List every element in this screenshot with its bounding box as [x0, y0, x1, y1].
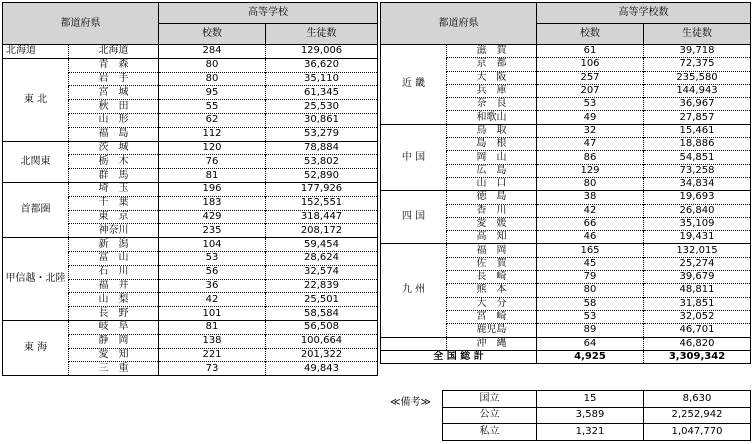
prefecture-name: 青 森 [69, 58, 159, 72]
school-count: 207 [537, 84, 644, 97]
student-count: 54,851 [644, 151, 751, 164]
total-schools: 4,925 [537, 350, 644, 363]
prefecture-name: 福 島 [69, 127, 159, 141]
prefecture-name: 島 根 [447, 138, 537, 151]
student-count: 30,861 [266, 113, 378, 127]
table-row [381, 337, 751, 350]
prefecture-name: 大 阪 [447, 71, 537, 84]
school-count: 129 [537, 164, 644, 177]
student-count: 152,551 [266, 196, 378, 210]
prefecture-name: 徳 島 [447, 191, 537, 204]
school-count: 61 [537, 45, 644, 58]
student-count: 100,664 [266, 334, 378, 348]
school-count: 80 [159, 58, 266, 72]
prefecture-name: 長 崎 [447, 271, 537, 284]
school-count: 429 [159, 210, 266, 224]
student-count: 48,811 [644, 284, 751, 297]
prefecture-name: 群 馬 [69, 169, 159, 183]
prefecture-name: 千 葉 [69, 196, 159, 210]
prefecture-name: 香 川 [447, 204, 537, 217]
school-count: 120 [159, 141, 266, 155]
prefecture-name: 高 知 [447, 231, 537, 244]
prefecture-name: 大 分 [447, 297, 537, 310]
student-count: 31,851 [644, 297, 751, 310]
school-count: 76 [159, 155, 266, 169]
student-count: 52,890 [266, 169, 378, 183]
region-cell: 北関東 [3, 141, 69, 182]
student-count: 235,580 [644, 71, 751, 84]
student-count: 201,322 [266, 348, 378, 362]
table-row [3, 141, 378, 155]
student-count: 27,857 [644, 111, 751, 124]
student-count: 72,375 [644, 58, 751, 71]
total-students: 3,309,342 [644, 350, 751, 363]
school-count: 38 [537, 191, 644, 204]
prefecture-name: 東 京 [69, 210, 159, 224]
table-row [381, 244, 751, 257]
school-count: 42 [159, 293, 266, 307]
school-count: 79 [537, 271, 644, 284]
school-count: 53 [159, 251, 266, 265]
student-count: 15,461 [644, 124, 751, 137]
student-count: 49,843 [266, 362, 378, 376]
school-count: 89 [537, 324, 644, 337]
prefecture-name: 山 口 [447, 177, 537, 190]
region-cell: 甲信越・北陸 [3, 238, 69, 321]
school-type: 国立 [443, 391, 537, 408]
school-count: 46 [537, 231, 644, 244]
student-count: 208,172 [266, 224, 378, 238]
prefecture-name: 愛 知 [69, 348, 159, 362]
remarks-row [443, 407, 751, 424]
school-count: 15 [537, 391, 644, 408]
remarks-label: ≪備考≫ [390, 397, 431, 408]
student-count: 19,693 [644, 191, 751, 204]
prefecture-name: 岩 手 [69, 72, 159, 86]
school-count: 64 [537, 337, 644, 350]
school-count: 81 [159, 320, 266, 334]
student-count: 35,110 [266, 72, 378, 86]
school-count: 183 [159, 196, 266, 210]
header-students: 生徒数 [644, 24, 751, 45]
prefecture-name: 茨 城 [69, 141, 159, 155]
prefecture-name: 神奈川 [69, 224, 159, 238]
school-count: 56 [159, 265, 266, 279]
student-count: 39,718 [644, 45, 751, 58]
prefecture-name: 栃 木 [69, 155, 159, 169]
prefecture-name: 滋 賀 [447, 45, 537, 58]
header-prefecture: 都道府県 [3, 3, 159, 45]
student-count: 73,258 [644, 164, 751, 177]
region-cell: 東 北 [3, 58, 69, 141]
student-count: 32,052 [644, 310, 751, 323]
school-count: 80 [159, 72, 266, 86]
prefecture-name: 宮 城 [69, 86, 159, 100]
student-count: 25,501 [266, 293, 378, 307]
student-count: 46,820 [644, 337, 751, 350]
student-count: 144,943 [644, 84, 751, 97]
school-type: 公立 [443, 407, 537, 424]
header-high-school-count: 高等学校数 [537, 3, 751, 24]
school-count: 53 [537, 310, 644, 323]
student-count: 61,345 [266, 86, 378, 100]
school-count: 1,321 [537, 424, 644, 441]
header-prefecture: 都道府県 [381, 3, 537, 45]
student-count: 36,620 [266, 58, 378, 72]
school-count: 73 [159, 362, 266, 376]
student-count: 129,006 [266, 45, 378, 59]
school-count: 196 [159, 182, 266, 196]
school-count: 32 [537, 124, 644, 137]
prefecture-name: 佐 賀 [447, 257, 537, 270]
student-count: 8,630 [644, 391, 751, 408]
total-label: 全 国 総 計 [381, 350, 537, 363]
remarks-table [442, 390, 751, 441]
school-count: 80 [537, 284, 644, 297]
student-count: 318,447 [266, 210, 378, 224]
prefecture-name: 福 岡 [447, 244, 537, 257]
school-count: 80 [537, 177, 644, 190]
prefecture-name: 三 重 [69, 362, 159, 376]
school-count: 36 [159, 279, 266, 293]
region-cell: 近 畿 [381, 45, 447, 125]
student-count: 1,047,770 [644, 424, 751, 441]
table-row [381, 124, 751, 137]
school-count: 49 [537, 111, 644, 124]
region-cell: 九 州 [381, 244, 447, 337]
prefecture-name: 岡 山 [447, 151, 537, 164]
prefecture-name: 沖 縄 [447, 337, 537, 350]
student-count: 56,508 [266, 320, 378, 334]
student-count: 132,015 [644, 244, 751, 257]
table-row [3, 45, 378, 59]
region-cell: 四 国 [381, 191, 447, 244]
student-count: 25,274 [644, 257, 751, 270]
high-school-table-left [2, 2, 378, 376]
school-count: 86 [537, 151, 644, 164]
school-count: 284 [159, 45, 266, 59]
school-count: 58 [537, 297, 644, 310]
student-count: 58,584 [266, 307, 378, 321]
prefecture-name: 新 潟 [69, 238, 159, 252]
student-count: 34,834 [644, 177, 751, 190]
prefecture-name: 埼 玉 [69, 182, 159, 196]
student-count: 35,109 [644, 217, 751, 230]
prefecture-name: 岐 阜 [69, 320, 159, 334]
prefecture-name: 熊 本 [447, 284, 537, 297]
prefecture-name: 山 形 [69, 113, 159, 127]
student-count: 25,530 [266, 100, 378, 114]
region-cell: 東 海 [3, 320, 69, 375]
school-count: 138 [159, 334, 266, 348]
student-count: 2,252,942 [644, 407, 751, 424]
remarks-row [443, 391, 751, 408]
remarks-row [443, 424, 751, 441]
region-cell: 首都圏 [3, 182, 69, 237]
table-row [3, 182, 378, 196]
student-count: 46,701 [644, 324, 751, 337]
student-count: 39,679 [644, 271, 751, 284]
total-row [381, 350, 751, 363]
school-count: 101 [159, 307, 266, 321]
prefecture-name: 愛 媛 [447, 217, 537, 230]
table-row [3, 320, 378, 334]
student-count: 26,840 [644, 204, 751, 217]
prefecture-name: 静 岡 [69, 334, 159, 348]
school-count: 165 [537, 244, 644, 257]
header-schools: 校数 [537, 24, 644, 45]
region-cell [381, 337, 447, 350]
region-cell: 中 国 [381, 124, 447, 190]
school-count: 95 [159, 86, 266, 100]
header-high-school: 高等学校 [159, 3, 378, 24]
student-count: 59,454 [266, 238, 378, 252]
student-count: 19,431 [644, 231, 751, 244]
prefecture-name: 鳥 取 [447, 124, 537, 137]
school-count: 257 [537, 71, 644, 84]
header-students: 生徒数 [266, 24, 378, 45]
table-row [381, 191, 751, 204]
prefecture-name: 兵 庫 [447, 84, 537, 97]
prefecture-name: 宮 崎 [447, 310, 537, 323]
school-count: 42 [537, 204, 644, 217]
student-count: 28,624 [266, 251, 378, 265]
prefecture-name: 富 山 [69, 251, 159, 265]
prefecture-name: 奈 良 [447, 98, 537, 111]
table-row [3, 238, 378, 252]
student-count: 177,926 [266, 182, 378, 196]
school-count: 106 [537, 58, 644, 71]
student-count: 36,967 [644, 98, 751, 111]
student-count: 53,279 [266, 127, 378, 141]
school-type: 私立 [443, 424, 537, 441]
prefecture-name: 京 都 [447, 58, 537, 71]
student-count: 22,839 [266, 279, 378, 293]
student-count: 32,574 [266, 265, 378, 279]
school-count: 55 [159, 100, 266, 114]
prefecture-name: 長 野 [69, 307, 159, 321]
header-schools: 校数 [159, 24, 266, 45]
school-count: 62 [159, 113, 266, 127]
school-count: 235 [159, 224, 266, 238]
region-cell: 北海道 [3, 45, 69, 59]
high-school-table-right [380, 2, 751, 364]
prefecture-name: 和歌山 [447, 111, 537, 124]
prefecture-name: 石 川 [69, 265, 159, 279]
prefecture-name: 秋 田 [69, 100, 159, 114]
school-count: 66 [537, 217, 644, 230]
school-count: 53 [537, 98, 644, 111]
student-count: 78,884 [266, 141, 378, 155]
prefecture-name: 鹿児島 [447, 324, 537, 337]
student-count: 18,886 [644, 138, 751, 151]
school-count: 112 [159, 127, 266, 141]
school-count: 104 [159, 238, 266, 252]
school-count: 3,589 [537, 407, 644, 424]
student-count: 53,802 [266, 155, 378, 169]
table-row [381, 45, 751, 58]
school-count: 81 [159, 169, 266, 183]
prefecture-name: 北海道 [69, 45, 159, 59]
table-row [3, 58, 378, 72]
prefecture-name: 山 梨 [69, 293, 159, 307]
school-count: 47 [537, 138, 644, 151]
school-count: 221 [159, 348, 266, 362]
school-count: 45 [537, 257, 644, 270]
prefecture-name: 広 島 [447, 164, 537, 177]
prefecture-name: 福 井 [69, 279, 159, 293]
